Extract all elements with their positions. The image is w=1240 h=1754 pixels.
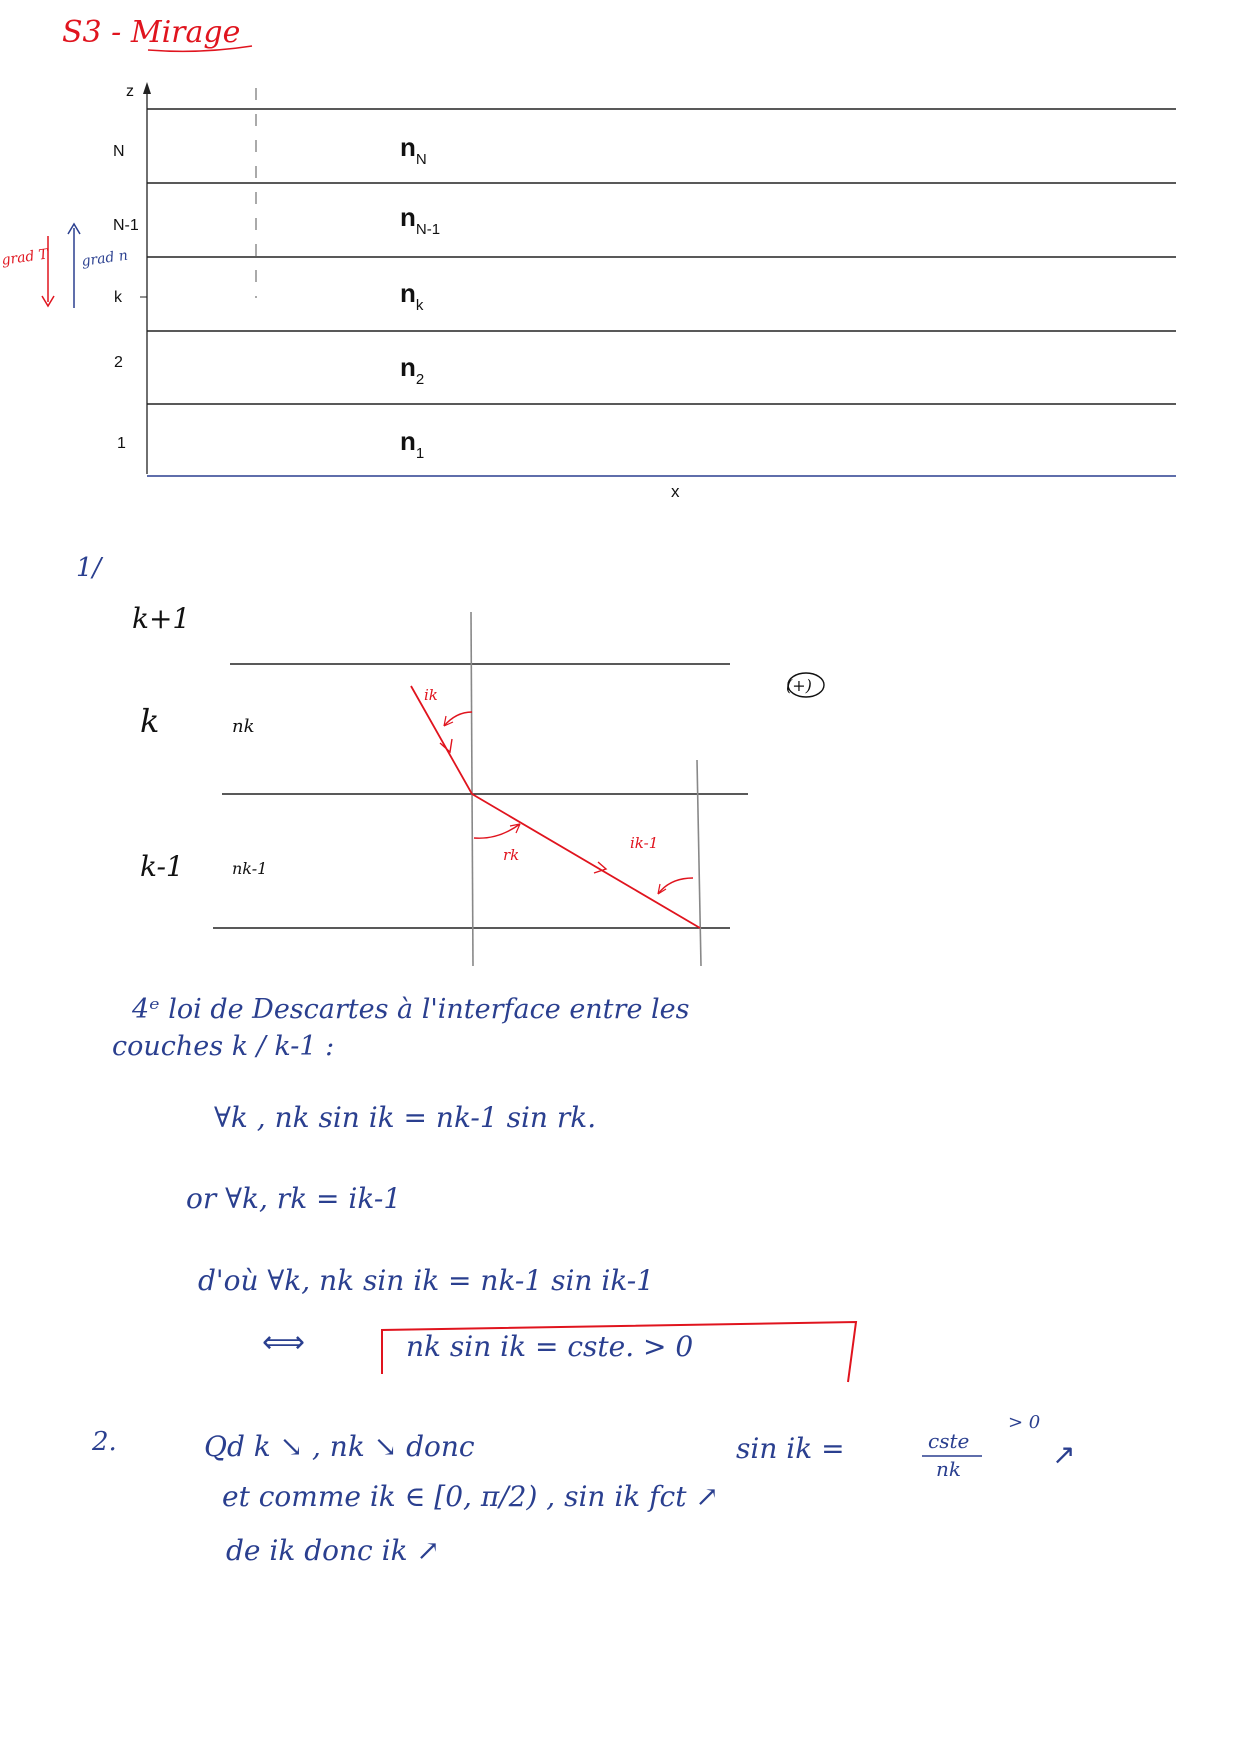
equation-angle-relation: or ∀k, rk = ik-1 xyxy=(186,1182,402,1215)
q2-number: 2. xyxy=(92,1427,117,1457)
z-axis-label: z xyxy=(126,83,134,100)
layer-label-k-1: k-1 xyxy=(140,850,184,883)
index-label-nk-1: nk-1 xyxy=(232,859,268,878)
grad-T-label: grad T xyxy=(0,246,50,269)
refraction-figure xyxy=(132,602,824,966)
layers-figure xyxy=(113,82,1176,501)
index-n1: $n_1$ xyxy=(400,426,425,462)
index-nN-1: $n_{N-1}$ xyxy=(400,202,441,238)
angle-label-ik: ik xyxy=(424,686,438,704)
q1-number: 1/ xyxy=(76,553,102,583)
orientation-sign: (+) xyxy=(786,676,812,695)
layer-label-1: 1 xyxy=(117,435,126,452)
q2-line3: de ik donc ik ↗ xyxy=(226,1534,440,1567)
positive-note: > 0 xyxy=(1008,1412,1041,1433)
layer-label-k+1: k+1 xyxy=(132,602,191,635)
x-axis-label: x xyxy=(671,482,680,501)
equation-recurrence: d'où ∀k, nk sin ik = nk-1 sin ik-1 xyxy=(198,1264,655,1297)
question-2 xyxy=(91,1412,1075,1567)
layer-label-k-q1: k xyxy=(140,702,160,740)
q2-line1-b: sin ik = xyxy=(736,1432,845,1465)
index-nk: $n_k$ xyxy=(400,278,424,314)
equation-snell: ∀k , nk sin ik = nk-1 sin rk. xyxy=(214,1101,597,1134)
index-label-nk: nk xyxy=(232,716,255,737)
index-nN: $n_N$ xyxy=(400,132,427,168)
fraction-numerator: cste xyxy=(928,1429,970,1453)
equivalence-symbol: ⟺ xyxy=(262,1325,306,1360)
increase-arrow: ↗ xyxy=(1052,1438,1076,1471)
descartes-intro-line2: couches k / k-1 : xyxy=(112,1031,335,1062)
fraction-denominator: nk xyxy=(936,1457,961,1481)
grad-n-label: grad n xyxy=(80,247,129,270)
q2-line1-a: Qd k ↘ , nk ↘ donc xyxy=(204,1430,475,1463)
layer-label-N-1: N-1 xyxy=(113,217,139,234)
boxed-result: nk sin ik = cste. > 0 xyxy=(406,1330,694,1363)
layer-label-k: k xyxy=(114,289,122,306)
layer-label-N: N xyxy=(113,143,125,160)
angle-label-ik-1: ik-1 xyxy=(630,834,659,852)
angle-label-rk: rk xyxy=(503,846,520,864)
layer-label-2: 2 xyxy=(114,354,123,371)
derivation xyxy=(112,994,856,1382)
index-n2: $n_2$ xyxy=(400,352,425,388)
q2-line2: et comme ik ∈ [0, π/2) , sin ik fct ↗ xyxy=(222,1480,719,1513)
descartes-intro-line1: 4ᵉ loi de Descartes à l'interface entre les xyxy=(132,994,690,1025)
gradient-annotations xyxy=(1,224,129,308)
page-title: S3 - Mirage xyxy=(62,15,241,50)
